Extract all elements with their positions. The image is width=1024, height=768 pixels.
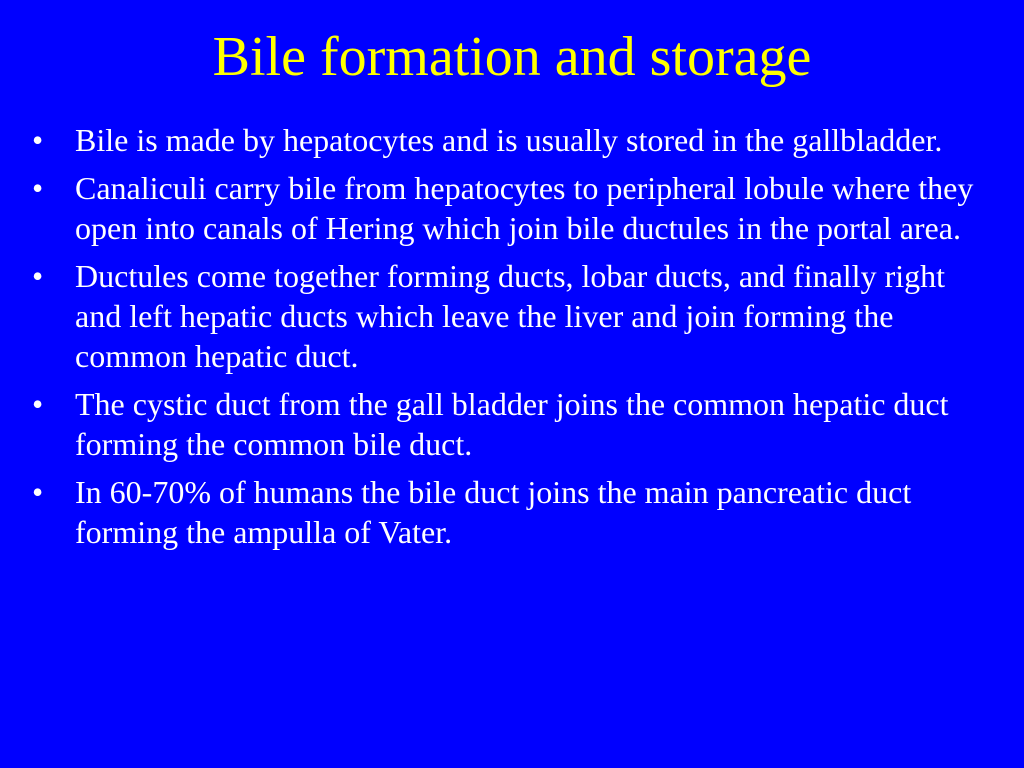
- bullet-text: Canaliculi carry bile from hepatocytes to peripheral lobule where they open into canals of Hering which join bile ductules in the portal area.: [75, 170, 974, 246]
- bullet-list: [32, 120, 992, 560]
- bullet-item: [32, 256, 992, 376]
- bullet-item: [32, 472, 992, 552]
- bullet-text: Bile is made by hepatocytes and is usually stored in the gallbladder.: [75, 122, 943, 158]
- slide-title: Bile formation and storage: [212, 26, 812, 88]
- bullet-dot-icon: •: [32, 386, 44, 422]
- bullet-text: The cystic duct from the gall bladder joins the common hepatic duct forming the common bile duct.: [75, 386, 949, 462]
- bullet-item: [32, 384, 992, 464]
- bullet-dot-icon: •: [32, 258, 44, 294]
- bullet-dot-icon: •: [32, 474, 44, 510]
- bullet-text: In 60-70% of humans the bile duct joins the main pancreatic duct forming the ampulla of Vater.: [75, 474, 912, 550]
- bullet-dot-icon: •: [32, 122, 44, 158]
- bullet-dot-icon: •: [32, 170, 44, 206]
- bullet-item: [32, 120, 992, 160]
- bullet-item: [32, 168, 992, 248]
- bullet-text: Ductules come together forming ducts, lobar ducts, and finally right and left hepatic ducts which leave the liver and join forming the common hepatic duct.: [75, 258, 945, 374]
